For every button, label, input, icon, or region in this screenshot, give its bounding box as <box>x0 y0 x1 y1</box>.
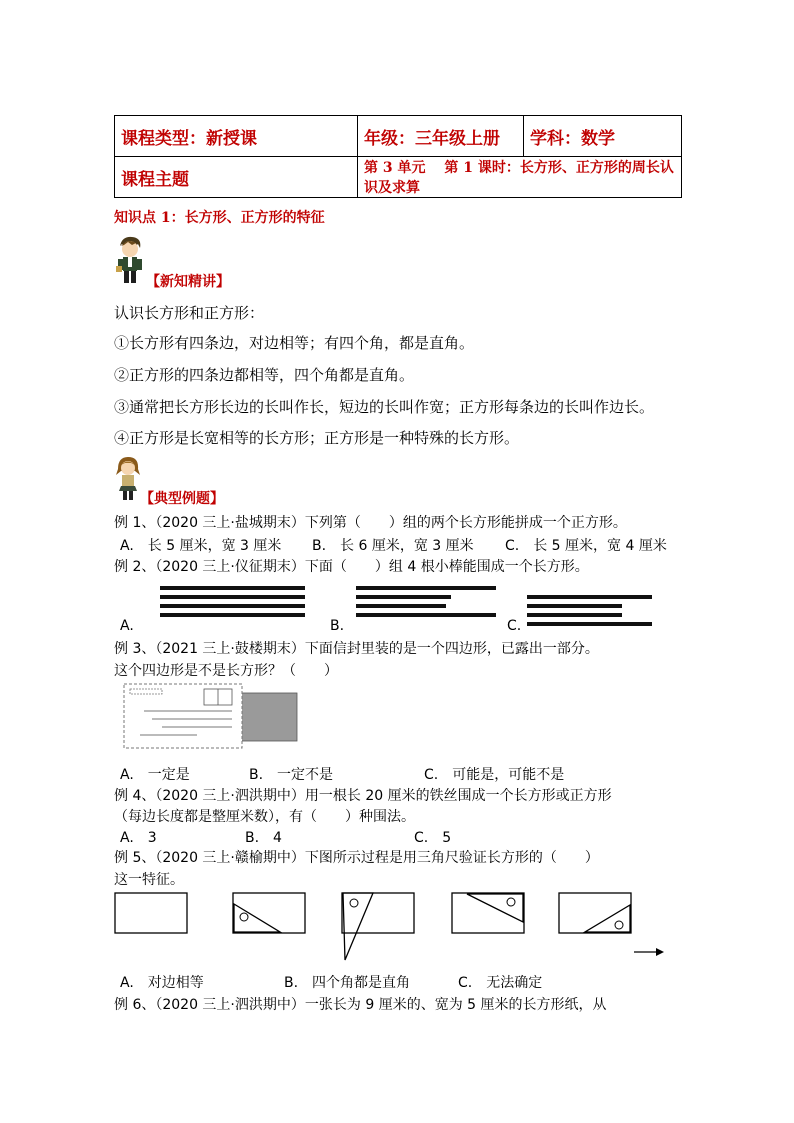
example-2-option-b: B. <box>330 618 345 634</box>
knowledge-point-title: 知识点 1：长方形、正方形的特征 <box>114 210 325 226</box>
example-3-option-a: A. 一定是 <box>120 767 190 783</box>
example-3-option-c: C. 可能是，可能不是 <box>424 767 565 783</box>
envelope-figure <box>122 683 300 753</box>
example-4-option-b: B. 4 <box>245 830 282 846</box>
example-5-option-c: C. 无法确定 <box>458 975 543 991</box>
sticks-group-a <box>160 586 310 626</box>
boy-avatar-icon <box>112 234 148 286</box>
example-4-question-line1: 例 4、（2020 三上·泗洪期中）用一根长 20 厘米的铁丝围成一个长方形或正方形 <box>114 788 612 804</box>
example-3-question-line1: 例 3、（2021 三上·鼓楼期末）下面信封里装的是一个四边形，已露出一部分。 <box>114 641 599 657</box>
knowledge-point-1: ①长方形有四条边，对边相等；有四个角，都是直角。 <box>114 334 475 352</box>
example-3-option-b: B. 一定不是 <box>249 767 334 783</box>
example-5-question-line2: 这一特征。 <box>114 872 184 888</box>
example-1-option-a: A. 长 5 厘米，宽 3 厘米 <box>120 538 282 554</box>
subject-cell: 学科：数学 <box>524 116 682 157</box>
example-1-question: 例 1、（2020 三上·盐城期末）下列第（ ）组的两个长方形能拼成一个正方形。 <box>114 515 627 531</box>
set-square-verification-figure <box>112 888 672 966</box>
example-5-question-line1: 例 5、（2020 三上·赣榆期中）下图所示过程是用三角尺验证长方形的（ ） <box>114 850 599 866</box>
knowledge-point-3: ③通常把长方形长边的长叫作长，短边的长叫作宽；正方形每条边的长叫作边长。 <box>114 398 655 416</box>
topic-value-cell: 第 3 单元 第 1 课时：长方形、正方形的周长认识及求算 <box>358 157 682 198</box>
example-1-option-b: B. 长 6 厘米，宽 3 厘米 <box>312 538 474 554</box>
example-5-option-a: A. 对边相等 <box>120 975 204 991</box>
example-4-question-line2: （每边长度都是整厘米数），有（ ）种围法。 <box>114 809 415 825</box>
sticks-group-b <box>356 586 506 626</box>
examples-title: 【典型例题】 <box>140 491 224 507</box>
sticks-group-c <box>527 595 657 631</box>
example-5-option-b: B. 四个角都是直角 <box>284 975 411 991</box>
arrow-right-icon <box>634 948 664 956</box>
example-1-option-c: C. 长 5 厘米，宽 4 厘米 <box>505 538 667 554</box>
girl-avatar-icon <box>113 455 143 501</box>
example-4-option-c: C. 5 <box>414 830 452 846</box>
course-type-cell: 课程类型：新授课 <box>115 116 358 157</box>
knowledge-point-4: ④正方形是长宽相等的长方形；正方形是一种特殊的长方形。 <box>114 429 520 447</box>
example-2-option-c: C. <box>507 618 522 634</box>
knowledge-point-2: ②正方形的四条边都相等，四个角都是直角。 <box>114 366 415 384</box>
example-6-question: 例 6、（2020 三上·泗洪期中）一张长为 9 厘米的、宽为 5 厘米的长方形纸，从 <box>114 997 607 1013</box>
grade-cell: 年级：三年级上册 <box>358 116 524 157</box>
example-2-option-a: A. <box>120 618 134 634</box>
example-4-option-a: A. 3 <box>120 830 157 846</box>
new-knowledge-intro: 认识长方形和正方形： <box>114 304 265 322</box>
new-knowledge-title: 【新知精讲】 <box>146 274 230 290</box>
course-header-table <box>114 115 682 198</box>
topic-label-cell: 课程主题 <box>115 157 358 198</box>
example-2-question: 例 2、（2020 三上·仪征期末）下面（ ）组 4 根小棒能围成一个长方形。 <box>114 559 589 575</box>
example-3-question-line2: 这个四边形是不是长方形？（ ） <box>114 663 338 679</box>
